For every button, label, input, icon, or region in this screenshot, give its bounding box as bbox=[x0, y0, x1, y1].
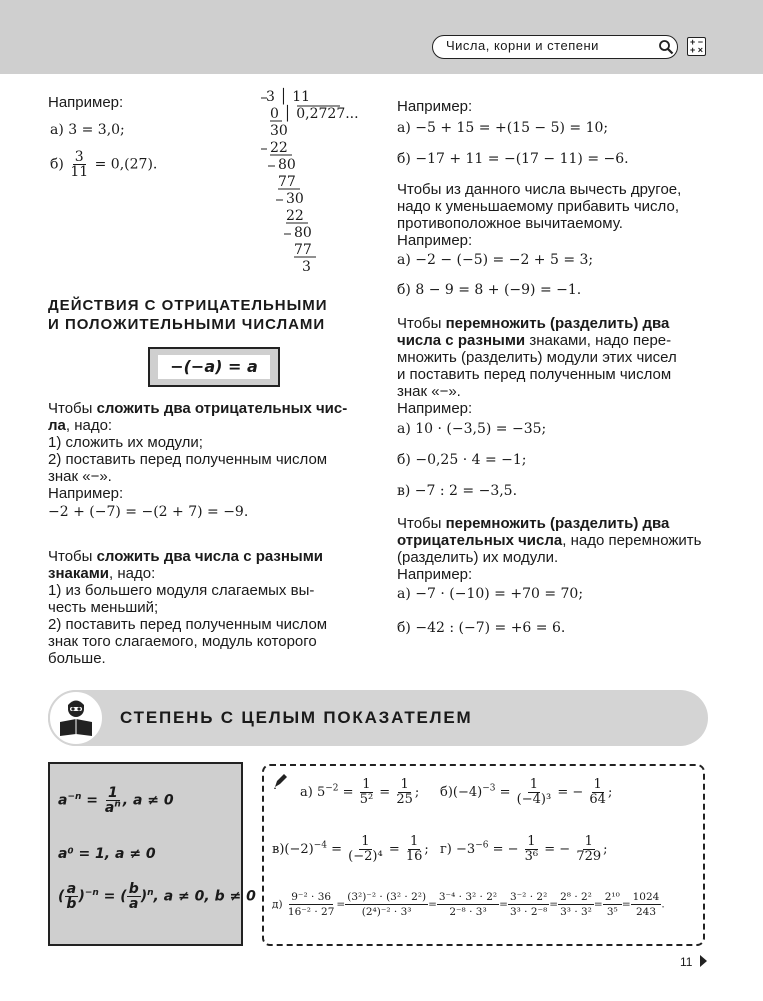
example-label: в)(−2) bbox=[272, 842, 314, 857]
calc-icon-bottom: + × bbox=[689, 45, 703, 55]
fraction-num: 3 bbox=[74, 149, 84, 165]
text-line: 1) сложить их модули; bbox=[48, 434, 203, 451]
exponent: −4 bbox=[313, 840, 327, 851]
example: $б)(-4)^{-3}$ = $\frac{1}{\text{(−4)³}}$ = − $\frac{1}{64}$ ; bbox=[440, 777, 613, 807]
example-label: Например: bbox=[397, 566, 473, 583]
example: а) 10 · (−3,5) = −35; bbox=[397, 421, 547, 437]
example: −2 + (−7) = −(2 + 7) = −9. bbox=[48, 504, 249, 520]
text-line: противоположное вычитаемому. bbox=[397, 215, 623, 232]
bold-text: сложить два числа с разными bbox=[96, 548, 324, 565]
division-row: 77 bbox=[278, 174, 296, 190]
fraction-num: 1 bbox=[362, 777, 371, 792]
fraction bbox=[523, 835, 540, 864]
fraction-den: 3³ · 2⁻⁸ bbox=[509, 906, 548, 918]
text-line: множить (разделить) модули этих чисел bbox=[397, 349, 677, 366]
fraction-num: (3²)⁻² · (3² · 2²) bbox=[347, 891, 427, 903]
division-row: 30 bbox=[286, 191, 304, 207]
text-line: знак «−». bbox=[397, 383, 461, 400]
example-label: Например: bbox=[397, 400, 473, 417]
heading-line: ДЕЙСТВИЯ С ОТРИЦАТЕЛЬНЫМИ bbox=[48, 297, 328, 314]
fraction-den: 3⁶ bbox=[524, 849, 539, 864]
fraction bbox=[558, 890, 594, 919]
division-row: 22 bbox=[270, 140, 288, 156]
bold-text: сложить два отрицательных чис- bbox=[96, 400, 348, 417]
paragraph bbox=[48, 548, 358, 667]
fraction-num: a bbox=[66, 881, 77, 897]
fraction-den: 16 bbox=[405, 849, 423, 864]
section-heading bbox=[48, 296, 328, 334]
definition: a⁰ = 1, a ≠ 0 bbox=[58, 846, 156, 862]
text: Чтобы bbox=[397, 315, 446, 332]
division-row: 3 │ 11 bbox=[266, 89, 311, 105]
bold-text: числа с разными bbox=[397, 332, 526, 349]
definition-condition: , a ≠ 0, b ≠ 0 bbox=[153, 888, 256, 905]
example-b bbox=[50, 150, 157, 179]
fraction-den: $a^n$ bbox=[104, 799, 121, 816]
page-number: 11 bbox=[680, 955, 693, 969]
example: б) −0,25 · 4 = −1; bbox=[397, 452, 527, 468]
fraction bbox=[587, 778, 608, 807]
fraction-den: (2⁴)⁻² · 3³ bbox=[361, 906, 412, 918]
next-page-arrow-icon[interactable] bbox=[700, 955, 707, 967]
search-input[interactable]: Числа, корни и степени bbox=[446, 38, 599, 53]
bold-text: ла bbox=[48, 417, 66, 434]
text: , надо: bbox=[109, 565, 156, 582]
fraction-num: b bbox=[128, 881, 139, 897]
fraction-num: 1 bbox=[584, 834, 593, 849]
text-line: 2) поставить перед полученным числом bbox=[48, 451, 328, 468]
fraction bbox=[103, 786, 123, 815]
text: Чтобы bbox=[397, 515, 446, 532]
example-label: Например: bbox=[397, 98, 473, 115]
fraction bbox=[127, 882, 141, 911]
fraction-num: 1 bbox=[400, 777, 409, 792]
fraction bbox=[346, 835, 385, 864]
fraction bbox=[631, 890, 662, 919]
reader-icon bbox=[48, 690, 104, 746]
example: б) −42 : (−7) = +6 = 6. bbox=[397, 620, 566, 636]
division-row: 3 bbox=[302, 259, 311, 275]
search-icon[interactable] bbox=[658, 39, 674, 60]
fraction-num: 1024 bbox=[632, 891, 660, 903]
fraction-num: 1 bbox=[593, 777, 602, 792]
fraction-den: 3⁵ bbox=[606, 906, 618, 918]
formula: −(−a) = a bbox=[158, 355, 270, 379]
fraction-num: 9⁻² · 36 bbox=[291, 891, 332, 903]
fraction bbox=[404, 835, 425, 864]
text-line: знак «−». bbox=[48, 468, 112, 485]
text-line: 2) поставить перед полученным числом bbox=[48, 616, 328, 633]
paragraph bbox=[397, 515, 707, 583]
example-b-prefix: б) bbox=[50, 156, 64, 173]
fraction-num: 2¹⁰ bbox=[604, 891, 620, 903]
example: а) −2 − (−5) = −2 + 5 = 3; bbox=[397, 252, 594, 268]
text: Чтобы bbox=[48, 400, 97, 417]
fraction-den: b bbox=[66, 896, 77, 912]
division-row: 22 bbox=[286, 208, 304, 224]
text-line: надо к уменьшаемому прибавить число, bbox=[397, 198, 679, 215]
formula-box bbox=[148, 347, 280, 387]
text-line: больше. bbox=[48, 650, 106, 667]
fraction bbox=[64, 882, 78, 911]
bold-text: отрицательных числа bbox=[397, 532, 563, 549]
example-b-rest: = 0,(27). bbox=[94, 156, 158, 173]
fraction-den: 2⁻⁸ · 3³ bbox=[449, 906, 487, 918]
calculator-icon[interactable] bbox=[687, 37, 706, 56]
fraction-den: a bbox=[128, 896, 139, 912]
fraction bbox=[437, 890, 499, 919]
division-row: 80 bbox=[278, 157, 296, 173]
heading-line: И ПОЛОЖИТЕЛЬНЫМИ ЧИСЛАМИ bbox=[48, 316, 326, 333]
fraction-den: 5² bbox=[359, 792, 374, 807]
example: б) 8 − 9 = 8 + (−9) = −1. bbox=[397, 282, 582, 298]
example: а) −5 + 15 = +(15 − 5) = 10; bbox=[397, 120, 609, 136]
text-line: знак того слагаемого, модуль которого bbox=[48, 633, 317, 650]
example-a: а) 3 = 3,0; bbox=[50, 122, 125, 138]
text-line: и поставить перед полученным числом bbox=[397, 366, 672, 383]
definition: $a^{-n}$ = $\frac{1}{a^n}$ , a ≠ 0 bbox=[58, 785, 174, 816]
fraction bbox=[68, 150, 90, 179]
text: Чтобы bbox=[48, 548, 97, 565]
text-line: 1) из большего модуля слагаемых вы- bbox=[48, 582, 315, 599]
text-line: честь меньший; bbox=[48, 599, 159, 616]
fraction-den: 64 bbox=[589, 792, 606, 807]
division-lines bbox=[258, 90, 348, 280]
fraction bbox=[515, 778, 554, 807]
text: , надо перемножить bbox=[562, 532, 702, 549]
example-label: б)(−4) bbox=[440, 785, 483, 800]
bold-text: перемножить (разделить) два bbox=[445, 315, 670, 332]
section-title: СТЕПЕНЬ С ЦЕЛЫМ ПОКАЗАТЕЛЕМ bbox=[120, 708, 473, 727]
fraction bbox=[603, 890, 622, 919]
paragraph bbox=[397, 315, 707, 417]
fraction-den: 11 bbox=[70, 164, 89, 180]
definition: ( $\frac{a}{b}$ )$^{-n}$ = ( $\frac{b}{a}$ )$^n$, a ≠ 0, b ≠ 0 bbox=[58, 881, 256, 912]
fraction bbox=[286, 890, 337, 919]
calc-icon-top: + − bbox=[689, 37, 703, 47]
example: $г) -3^{-6}$ = − $\frac{1}{\text{3⁶}}$ = − $\frac{1}{729}$ ; bbox=[440, 834, 608, 864]
division-row: 30 bbox=[270, 123, 288, 139]
fraction-num: 3⁻⁴ · 3² · 2² bbox=[438, 891, 498, 903]
example: а) $5^{-2}$ = $\frac{1}{\text{5²}}$ = $\frac{1}{25}$ ; bbox=[300, 777, 420, 807]
fraction-num: 1 bbox=[107, 785, 118, 801]
fraction-den: 243 bbox=[635, 906, 657, 918]
text-line: Чтобы из данного числа вычесть другое, bbox=[397, 181, 682, 198]
fraction-den: (−2)⁴ bbox=[348, 849, 383, 864]
example-label: Например: bbox=[48, 94, 124, 111]
fraction-den: (−4)³ bbox=[516, 792, 552, 807]
bold-text: знаками bbox=[48, 565, 110, 582]
bold-text: перемножить (разделить) два bbox=[445, 515, 670, 532]
division-row: 80 bbox=[294, 225, 312, 241]
fraction-num: 1 bbox=[409, 834, 419, 849]
example: в) −7 : 2 = −3,5. bbox=[397, 483, 518, 499]
example-label: д) bbox=[272, 898, 283, 911]
fraction-num: 3⁻² · 2² bbox=[509, 891, 548, 903]
example: $в)(-2)^{-4}$ = $\frac{1}{\text{(−2)⁴}}$ = $\frac{1}{16}$ ; bbox=[272, 834, 429, 864]
example-label: а) 5 bbox=[300, 785, 326, 800]
exponent: −3 bbox=[482, 783, 496, 794]
exponent: −2 bbox=[325, 783, 339, 794]
example-label: Например: bbox=[48, 485, 124, 502]
division-row: 0 │ 0,2727... bbox=[270, 106, 359, 122]
fraction-num: 1 bbox=[361, 834, 370, 849]
paragraph bbox=[48, 400, 358, 502]
fraction-den: 25 bbox=[396, 792, 413, 807]
fraction-num: 2⁸ · 2² bbox=[560, 891, 592, 903]
fraction bbox=[394, 778, 415, 807]
fraction bbox=[358, 778, 375, 807]
fraction bbox=[345, 890, 428, 919]
fraction-num: 1 bbox=[529, 777, 539, 792]
example: а) −7 · (−10) = +70 = 70; bbox=[397, 586, 584, 602]
fraction-num: 1 bbox=[527, 834, 536, 849]
paragraph bbox=[397, 181, 707, 249]
pencil-icon bbox=[272, 772, 288, 795]
example-label: Например: bbox=[397, 232, 473, 249]
text: знаками, надо пере- bbox=[525, 332, 672, 349]
example: б) −17 + 11 = −(17 − 11) = −6. bbox=[397, 151, 629, 167]
fraction-den: 729 bbox=[576, 849, 602, 864]
exponent: −6 bbox=[475, 840, 489, 851]
fraction-den: 16⁻² · 27 bbox=[287, 906, 335, 918]
fraction bbox=[508, 890, 549, 919]
example-label: г) −3 bbox=[440, 842, 476, 857]
text: , надо: bbox=[65, 417, 113, 434]
text-line: (разделить) их модули. bbox=[397, 549, 559, 566]
fraction bbox=[574, 835, 603, 864]
division-row: 77 bbox=[294, 242, 312, 258]
definition-condition: , a ≠ 0 bbox=[122, 792, 174, 809]
fraction-den: 3³ · 3² bbox=[560, 906, 592, 918]
example: д) $\frac{\text{9⁻² · 36}}{\text{16⁻² · 27}}$ = $\frac{\text{(3²)⁻² · (3² · 2²)}}{\text{(2⁴)⁻² · 3³}}$ = $\frac{\text{3⁻⁴ · 3² · 2²}}{\text{2⁻⁸ · 3³}}$ = $\frac{\text{3⁻² · 2²}}{\text{3³ · 2⁻⁸}}$ = $\frac{\text{2⁸ · 2²}}{\text{3³ · 3²}}$ = $\frac{\text{2¹⁰}}{\text{3⁵}}$ = $\frac{1024}{243}$ . bbox=[272, 891, 665, 918]
